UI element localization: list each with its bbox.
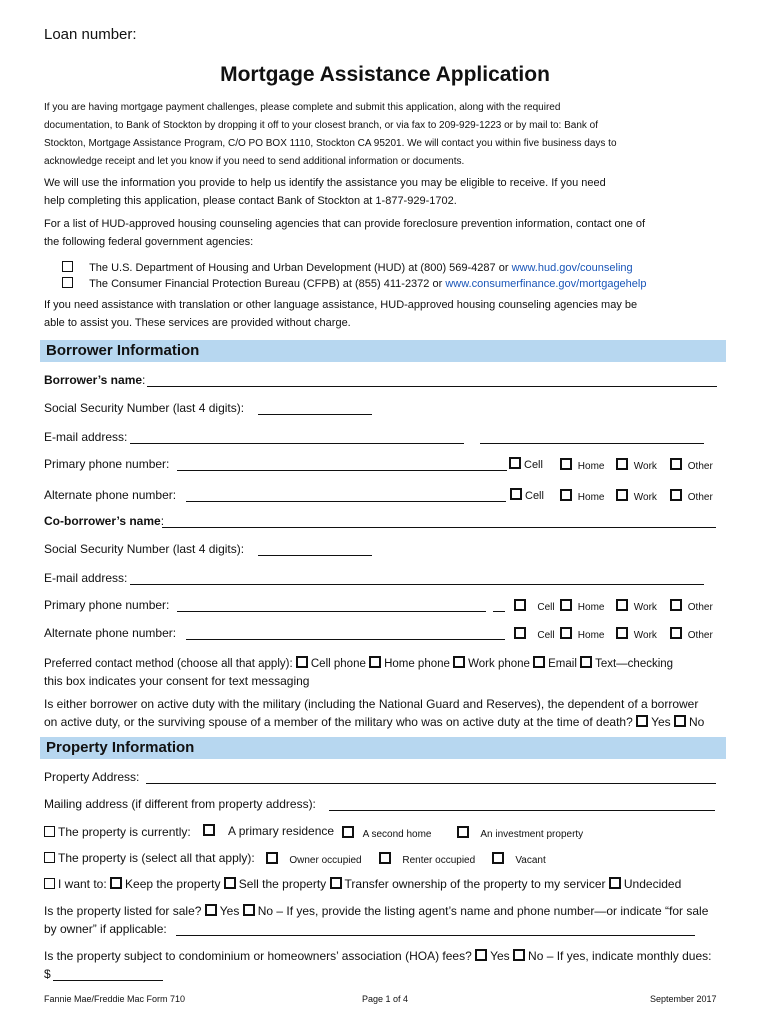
checkbox-icon [510,488,522,500]
checkbox-icon [636,715,648,727]
bullet-box-icon [62,261,73,272]
footer-form: Fannie Mae/Freddie Mac Form 710 [44,994,186,1004]
borrower-alt-work-option[interactable]: Work [616,489,657,503]
hoa-yes-option[interactable]: Yes [475,949,510,963]
checkbox-icon [453,656,465,668]
checkbox-icon [44,878,55,889]
text-consent-note: this box indicates your consent for text messaging [44,674,310,688]
checkbox-icon [514,599,526,611]
primary-residence-option[interactable]: A primary residence [203,824,334,838]
coborrower-primary-phone-tail [493,611,505,612]
checkbox-icon [513,949,525,961]
vacant-option[interactable]: Vacant [492,852,546,866]
borrower-name-label: Borrower’s name: [44,373,146,387]
transfer-ownership-option[interactable]: Transfer ownership of the property to my servicer [330,877,606,891]
checkbox-icon [110,877,122,889]
military-question-line2: on active duty, or the surviving spouse of a member of the military who was on active duty at the time of death? Yes No [44,715,705,729]
sale-agent-field[interactable] [176,935,695,936]
footer-page: Page 1 of 4 [362,994,409,1004]
mailing-address-field[interactable] [329,810,715,811]
checkbox-icon [457,826,469,838]
coborrower-email-field[interactable] [130,584,704,585]
borrower-primary-work-option[interactable]: Work [616,458,657,472]
renter-occupied-option[interactable]: Renter occupied [379,852,475,866]
hoa-dollar-label: $ [44,967,51,981]
loan-number-label: Loan number: [44,26,137,43]
page-title: Mortgage Assistance Application [220,63,550,86]
second-home-option[interactable]: A second home [342,826,432,840]
checkbox-icon [616,489,628,501]
property-address-field[interactable] [146,783,716,784]
cfpb-link[interactable]: www.consumerfinance.gov/mortgagehelp [445,278,647,290]
coborrower-alt-other-option[interactable]: Other [670,627,713,641]
checkbox-icon [509,457,521,469]
sale-yes-option[interactable]: Yes [205,904,240,918]
checkbox-icon [44,852,55,863]
borrower-ssn-label: Social Security Number (last 4 digits): [44,401,245,415]
checkbox-icon [296,656,308,668]
borrower-primary-cell-option[interactable]: Cell [509,457,543,471]
coborrower-primary-other-option[interactable]: Other [670,599,713,613]
want-to-row: I want to: Keep the property Sell the property Transfer ownership of the property to my servicer Undecided [44,877,681,891]
borrower-alt-phone-field[interactable] [186,501,506,502]
coborrower-name-label: Co-borrower’s name: [44,514,165,528]
borrower-alt-home-option[interactable]: Home [560,489,604,503]
checkbox-icon [379,852,391,864]
property-address-label: Property Address: [44,770,140,784]
coborrower-primary-phone-field[interactable] [177,611,486,612]
checkbox-icon [224,877,236,889]
borrower-alt-phone-label: Alternate phone number: [44,488,177,502]
checkbox-icon [616,458,628,470]
bullet-box-icon [62,277,73,288]
contact-text-option[interactable]: Text—checking [580,658,673,670]
checkbox-icon [203,824,215,836]
property-section-header: Property Information [40,737,726,759]
contact-work-phone-option[interactable]: Work phone [453,658,530,670]
borrower-name-field[interactable] [147,386,717,387]
borrower-primary-phone-field[interactable] [177,470,507,471]
agency-hud: The U.S. Department of Housing and Urban Development (HUD) at (800) 569-4287 or www.hud.gov/counseling [62,261,633,274]
coborrower-alt-phone-label: Alternate phone number: [44,626,177,640]
borrower-primary-phone-label: Primary phone number: [44,457,170,471]
borrower-primary-other-option[interactable]: Other [670,458,713,472]
investment-property-option[interactable]: An investment property [457,826,583,840]
checkbox-icon [670,458,682,470]
coborrower-primary-home-option[interactable]: Home [560,599,604,613]
borrower-alt-other-option[interactable]: Other [670,489,713,503]
property-select-label: The property is (select all that apply): [44,851,255,865]
coborrower-alt-cell-option[interactable]: Cell [514,627,555,641]
preferred-contact-row: Preferred contact method (choose all that apply): Cell phone Home phone Work phone Email Text—checking [44,658,674,670]
coborrower-alt-work-option[interactable]: Work [616,627,657,641]
borrower-ssn-field[interactable] [258,414,372,415]
checkbox-icon [330,877,342,889]
checkbox-icon [342,826,354,838]
mailing-address-label: Mailing address (if different from property address): [44,797,316,811]
checkbox-icon [243,904,255,916]
hud-link[interactable]: www.hud.gov/counseling [511,262,633,274]
coborrower-primary-work-option[interactable]: Work [616,599,657,613]
checkbox-icon [44,826,55,837]
borrower-email-label: E-mail address: [44,430,128,444]
sale-no-option[interactable]: No – If yes, provide the listing agent’s name and phone number—or indicate “for sale [243,904,709,918]
agency-cfpb: The Consumer Financial Protection Bureau (CFPB) at (855) 411-2372 or www.consumerfinance.gov/mortgagehelp [62,277,646,290]
coborrower-alt-phone-field[interactable] [186,639,505,640]
checkbox-icon [616,627,628,639]
checkbox-icon [266,852,278,864]
borrower-email-field-2[interactable] [480,443,704,444]
hoa-dues-field[interactable] [53,980,163,981]
sale-question-row: Is the property listed for sale? Yes No – If yes, provide the listing agent’s name and phone number—or indicate “for sale [44,904,709,918]
sale-agent-label: by owner” if applicable: [44,922,167,936]
checkbox-icon [514,627,526,639]
coborrower-primary-cell-option[interactable]: Cell [514,599,555,613]
checkbox-icon [560,627,572,639]
checkbox-icon [533,656,545,668]
property-currently-label: The property is currently: [44,825,191,839]
hoa-no-option[interactable]: No – If yes, indicate monthly dues: [513,949,711,963]
coborrower-ssn-label: Social Security Number (last 4 digits): [44,542,245,556]
borrower-alt-cell-option[interactable]: Cell [510,488,544,502]
checkbox-icon [560,489,572,501]
checkbox-icon [560,458,572,470]
checkbox-icon [670,599,682,611]
checkbox-icon [580,656,592,668]
military-no-option[interactable]: No [674,715,704,729]
owner-occupied-option[interactable]: Owner occupied [266,852,362,866]
sell-property-option[interactable]: Sell the property [224,877,326,891]
checkbox-icon [369,656,381,668]
borrower-section-header: Borrower Information [40,340,726,362]
coborrower-alt-home-option[interactable]: Home [560,627,604,641]
coborrower-ssn-field[interactable] [258,555,372,556]
borrower-email-field[interactable] [130,443,464,444]
checkbox-icon [616,599,628,611]
coborrower-name-field[interactable] [162,527,716,528]
borrower-primary-home-option[interactable]: Home [560,458,604,472]
checkbox-icon [205,904,217,916]
checkbox-icon [670,489,682,501]
checkbox-icon [670,627,682,639]
contact-cell-phone-option[interactable]: Cell phone [296,658,366,670]
checkbox-icon [560,599,572,611]
hoa-question-row: Is the property subject to condominium or homeowners’ association (HOA) fees? Yes No – If yes, indicate monthly dues: [44,949,712,963]
checkbox-icon [609,877,621,889]
checkbox-icon [475,949,487,961]
checkbox-icon [492,852,504,864]
keep-property-option[interactable]: Keep the property [110,877,220,891]
contact-home-phone-option[interactable]: Home phone [369,658,450,670]
contact-email-option[interactable]: Email [533,658,577,670]
coborrower-email-label: E-mail address: [44,571,128,585]
military-question-line1: Is either borrower on active duty with the military (including the National Guard and Reserves), the dependent of a borrower [44,697,699,711]
footer-date: September 2017 [650,994,717,1004]
checkbox-icon [674,715,686,727]
military-yes-option[interactable]: Yes [636,715,671,729]
coborrower-primary-phone-label: Primary phone number: [44,598,170,612]
undecided-option[interactable]: Undecided [609,877,681,891]
